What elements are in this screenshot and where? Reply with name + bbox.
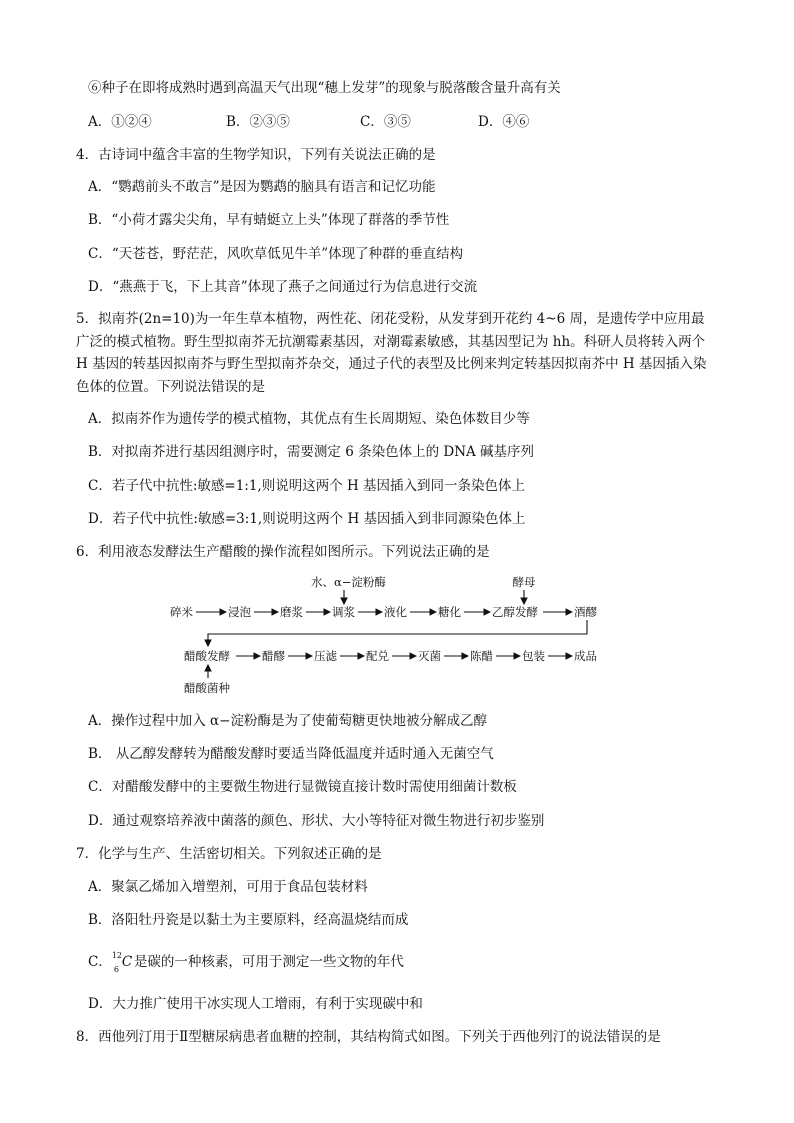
q3-option-b: B．②③⑤ bbox=[226, 114, 290, 130]
q6-option-b: B． 从乙醇发酵转为醋酸发酵时要适当降低温度并适时通入无菌空气 bbox=[88, 746, 494, 762]
flow-step: 乙醇发酵 bbox=[492, 605, 538, 619]
flow-step: 醋醪 bbox=[262, 649, 285, 663]
q5-option-c: C．若子代中抗性:敏感=1:1,则说明这两个 H 基因插入到同一条染色体上 bbox=[88, 478, 526, 494]
q6-option-a: A．操作过程中加入 α−淀粉酶是为了使葡萄糖更快地被分解成乙醇 bbox=[88, 713, 487, 729]
carbon-isotope bbox=[112, 952, 134, 972]
q4-stem: 4．古诗词中蕴含丰富的生物学知识，下列有关说法正确的是 bbox=[76, 147, 436, 163]
q4-option-c: C．“天苍苍，野茫茫，风吹草低见牛羊”体现了种群的垂直结构 bbox=[88, 246, 464, 262]
q7-option-a: A．聚氯乙烯加入增塑剂，可用于食品包装材料 bbox=[88, 879, 368, 895]
flow-step: 酒醪 bbox=[574, 605, 597, 619]
q5-option-b: B．对拟南芥进行基因组测序时，需要测定 6 条染色体上的 DNA 碱基序列 bbox=[88, 444, 535, 460]
q5-option-d: D．若子代中抗性:敏感=3:1,则说明这两个 H 基因插入到非同源染色体上 bbox=[88, 511, 526, 527]
isotope-symbol: C bbox=[121, 954, 133, 970]
q4-option-a: A．“鹦鹉前头不敢言”是因为鹦鹉的脑具有语言和记忆功能 bbox=[88, 179, 436, 195]
flow-step: 成品 bbox=[574, 649, 597, 663]
q6-option-d: D．通过观察培养液中菌落的颜色、形状、大小等特征对微生物进行初步鉴别 bbox=[88, 813, 545, 829]
q6-flow-diagram bbox=[170, 572, 630, 697]
q3-option-d: D．④⑥ bbox=[478, 114, 530, 130]
isotope-atomic-number: 6 bbox=[113, 965, 119, 974]
flow-step: 醋酸发酵 bbox=[184, 649, 230, 663]
flow-step: 陈醋 bbox=[470, 649, 493, 663]
flow-input-top-2: 酵母 bbox=[512, 575, 536, 589]
q7-stem: 7．化学与生产、生活密切相关。下列叙述正确的是 bbox=[76, 846, 382, 862]
q3-option-a: A．①②④ bbox=[88, 114, 152, 130]
q5-option-a: A．拟南芥作为遗传学的模式植物，其优点有生长周期短、染色体数目少等 bbox=[88, 411, 530, 427]
flow-step: 灭菌 bbox=[418, 649, 441, 663]
q8-stem: 8．西他列汀用于Ⅱ型糖尿病患者血糖的控制，其结构简式如图。下列关于西他列汀的说法错误的是 bbox=[76, 1029, 661, 1045]
q7-option-b: B．洛阳牡丹瓷是以黏土为主要原料，经高温烧结而成 bbox=[88, 912, 409, 928]
flow-step: 碎米 bbox=[170, 605, 193, 619]
q4-option-b: B．“小荷才露尖尖角，早有蜻蜓立上头”体现了群落的季节性 bbox=[88, 212, 450, 228]
flow-input-bottom: 醋酸菌种 bbox=[184, 681, 230, 695]
isotope-mass-number: 12 bbox=[111, 951, 123, 960]
flow-step: 糖化 bbox=[438, 605, 461, 619]
flow-step: 液化 bbox=[384, 605, 407, 619]
flow-step: 压滤 bbox=[314, 649, 337, 663]
q3-item-6: ⑥种子在即将成熟时遇到高温天气出现“穗上发芽”的现象与脱落酸含量升高有关 bbox=[88, 80, 561, 96]
q3-options bbox=[88, 112, 529, 132]
flow-step: 浸泡 bbox=[228, 605, 251, 619]
q3-option-c: C．③⑤ bbox=[360, 114, 411, 130]
flow-input-top-1: 水、α−淀粉酶 bbox=[311, 575, 386, 589]
q4-option-d: D．“燕燕于飞，下上其音”体现了燕子之间通过行为信息进行交流 bbox=[88, 279, 478, 295]
q6-stem: 6．利用液态发酵法生产醋酸的操作流程如图所示。下列说法正确的是 bbox=[76, 544, 490, 560]
flow-row-2 bbox=[184, 649, 597, 663]
flow-step: 磨浆 bbox=[280, 605, 303, 619]
flow-step: 配兑 bbox=[366, 649, 389, 663]
flow-step: 调浆 bbox=[332, 605, 355, 619]
q5-stem: 5．拟南芥(2n=10)为一年生草本植物，两性花、闭花受粉，从发芽到开花约 4~6 周，是遗传学中应用最广泛的模式植物。野生型拟南芥无抗潮霉素基因，对潮霉素敏感，其基因型记为 hh。科研人员将转入两个 H 基因的转基因拟南芥与野生型拟南芥杂交，通过子代的表型及比例来判定转基因拟南芥中 H 基因插入染色体的位置。下列说法错误的是 bbox=[76, 311, 707, 395]
q7-option-d: D．大力推广使用干冰实现人工增雨，有利于实现碳中和 bbox=[88, 996, 423, 1012]
flow-row-1 bbox=[170, 605, 597, 619]
flow-step: 包装 bbox=[522, 649, 545, 663]
q7-option-c: C． 12 6 C 是碳的一种核素，可用于测定一些文物的年代 bbox=[88, 952, 404, 972]
q6-option-c: C．对醋酸发酵中的主要微生物进行显微镜直接计数时需使用细菌计数板 bbox=[88, 779, 517, 795]
